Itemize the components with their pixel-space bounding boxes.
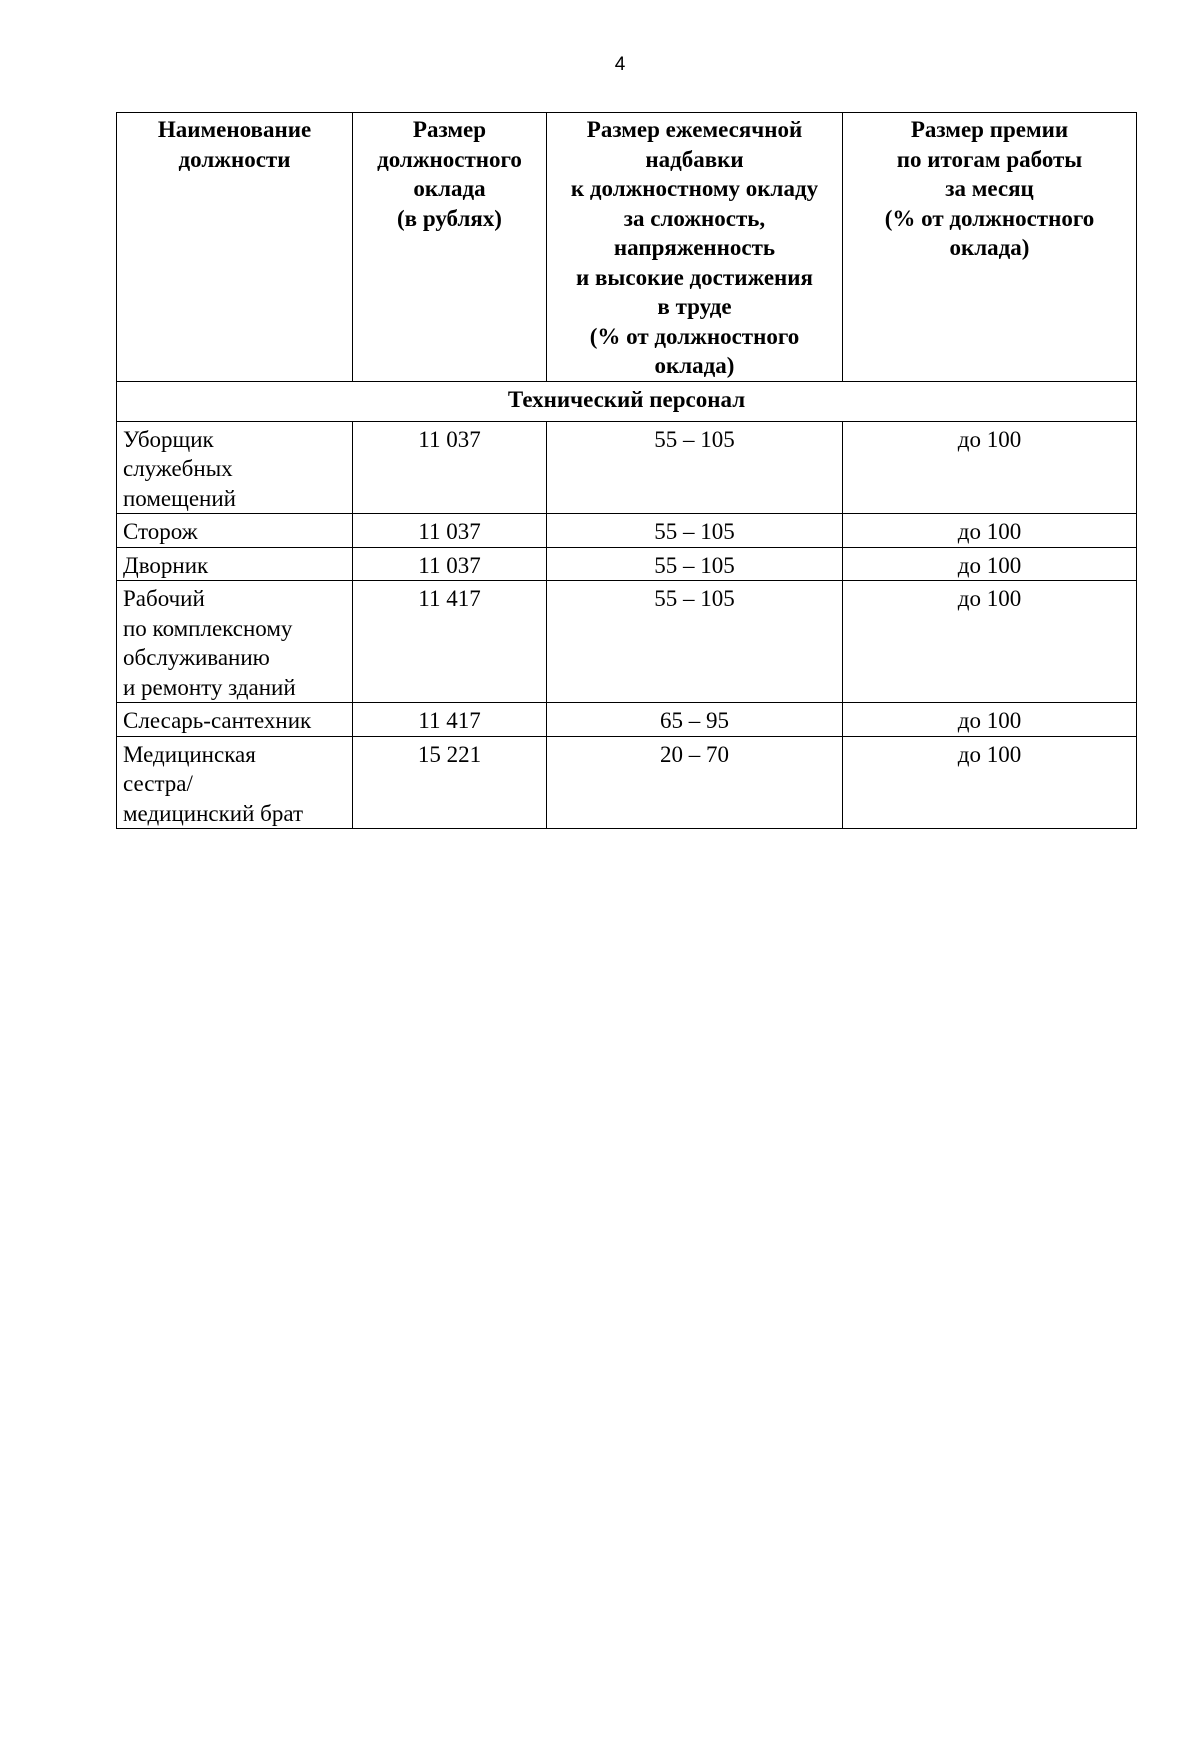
allowance-cell: 55 – 105 [547, 514, 843, 548]
salary-table [116, 112, 1137, 829]
premium-cell: до 100 [843, 547, 1137, 581]
header-row [117, 113, 1137, 382]
table-row [117, 421, 1137, 514]
table-row [117, 581, 1137, 703]
header-allowance: Размер ежемесячной надбавки к должностному окладу за сложность, напряженность и высокие достижения в труде (% от должностного оклада) [547, 113, 843, 382]
allowance-cell: 65 – 95 [547, 703, 843, 737]
allowance-cell: 20 – 70 [547, 736, 843, 829]
premium-cell: до 100 [843, 581, 1137, 703]
header-position: Наименование должности [117, 113, 353, 382]
position-cell: Сторож [117, 514, 353, 548]
section-row [117, 381, 1137, 421]
premium-cell: до 100 [843, 514, 1137, 548]
table-row [117, 514, 1137, 548]
header-premium: Размер премии по итогам работы за месяц (% от должностного оклада) [843, 113, 1137, 382]
salary-cell: 11 037 [353, 547, 547, 581]
salary-cell: 11 037 [353, 514, 547, 548]
salary-cell: 11 417 [353, 703, 547, 737]
position-cell: Слесарь-сантехник [117, 703, 353, 737]
section-title: Технический персонал [117, 381, 1137, 421]
position-cell: Медицинская сестра/ медицинский брат [117, 736, 353, 829]
premium-cell: до 100 [843, 421, 1137, 514]
premium-cell: до 100 [843, 736, 1137, 829]
page-number: 4 [614, 54, 626, 75]
premium-cell: до 100 [843, 703, 1137, 737]
salary-cell: 11 417 [353, 581, 547, 703]
allowance-cell: 55 – 105 [547, 421, 843, 514]
allowance-cell: 55 – 105 [547, 547, 843, 581]
table-row [117, 736, 1137, 829]
table-row [117, 547, 1137, 581]
allowance-cell: 55 – 105 [547, 581, 843, 703]
position-cell: Рабочий по комплексному обслуживанию и ремонту зданий [117, 581, 353, 703]
salary-cell: 15 221 [353, 736, 547, 829]
header-salary: Размер должностного оклада (в рублях) [353, 113, 547, 382]
salary-cell: 11 037 [353, 421, 547, 514]
position-cell: Дворник [117, 547, 353, 581]
position-cell: Уборщик служебных помещений [117, 421, 353, 514]
table-row [117, 703, 1137, 737]
